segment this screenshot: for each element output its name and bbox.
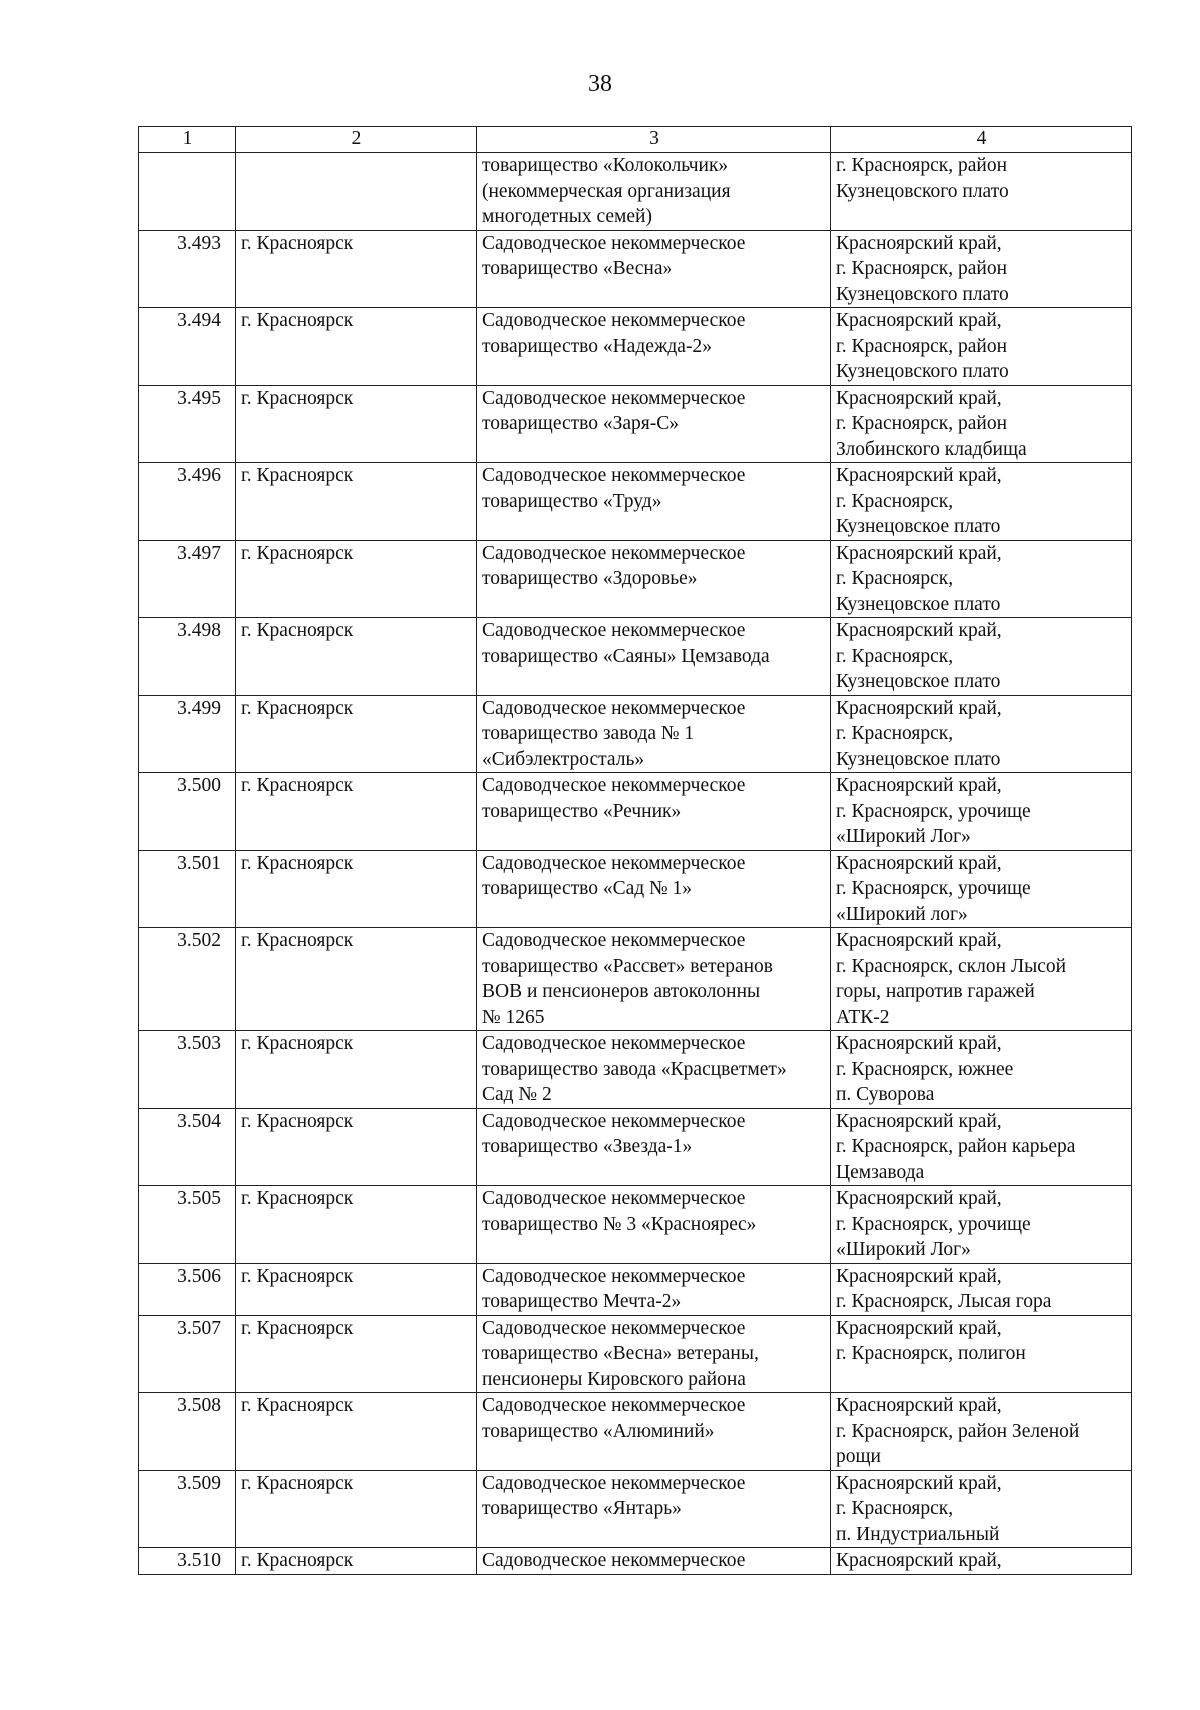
organization-name-line: товарищество завода № 1 xyxy=(482,723,695,744)
column-header-1: 1 xyxy=(139,127,236,153)
location-line: АТК-2 xyxy=(836,1006,890,1028)
organization-name-line: Садоводческое некоммерческое xyxy=(482,775,746,796)
organization-name-line: Садоводческое некоммерческое xyxy=(482,542,746,564)
location-line: Красноярский край, xyxy=(836,697,1002,719)
location-line: рощи xyxy=(836,1446,881,1467)
row-number-cell: 3.499 xyxy=(139,695,236,773)
row-number-cell: 3.495 xyxy=(139,385,236,463)
location-line: г. Красноярск, склон Лысой xyxy=(836,955,1067,977)
location-line: Красноярский край, xyxy=(836,852,1002,874)
location-line: Красноярский край, xyxy=(836,1317,1002,1339)
location-cell xyxy=(831,1031,1132,1109)
organization-name-line: Садоводческое некоммерческое xyxy=(482,697,746,719)
organization-name-cell xyxy=(477,1108,831,1186)
organization-name-line: товарищество Мечта-2» xyxy=(482,1291,682,1312)
location-cell xyxy=(831,540,1132,618)
table-row xyxy=(139,1548,1132,1575)
organization-name-cell xyxy=(477,1548,831,1575)
location-cell xyxy=(831,463,1132,541)
location-line: г. Красноярск, район xyxy=(836,413,1008,434)
organization-name-line: товарищество завода «Красцветмет» xyxy=(482,1058,787,1080)
table-row xyxy=(139,1393,1132,1471)
location-line: Красноярский край, xyxy=(836,1110,1002,1132)
organization-name-line: товарищество «Весна» ветераны, xyxy=(482,1343,759,1364)
organization-name-line: товарищество «Алюминий» xyxy=(482,1420,715,1442)
organization-name-line: ВОВ и пенсионеров автоколонны xyxy=(482,981,761,1002)
city-cell: г. Красноярск xyxy=(236,385,477,463)
organization-name-cell xyxy=(477,928,831,1031)
table-row xyxy=(139,153,1132,231)
location-line: Кузнецовское плато xyxy=(836,593,1001,615)
organization-name-cell xyxy=(477,1031,831,1109)
city-cell: г. Красноярск xyxy=(236,695,477,773)
location-cell xyxy=(831,773,1132,851)
location-line: п. Суворова xyxy=(836,1084,935,1105)
organization-name-line: товарищество «Весна» xyxy=(482,258,673,279)
table-row xyxy=(139,618,1132,696)
location-cell xyxy=(831,618,1132,696)
location-cell xyxy=(831,1263,1132,1315)
organization-name-cell xyxy=(477,1393,831,1471)
location-line: г. Красноярск, полигон xyxy=(836,1343,1026,1364)
location-line: Злобинского кладбища xyxy=(836,438,1027,460)
row-number-cell: 3.493 xyxy=(139,230,236,308)
header-row xyxy=(139,127,1132,153)
location-line: Красноярский край, xyxy=(836,1265,1002,1287)
page-number: 38 xyxy=(588,71,612,97)
location-line: горы, напротив гаражей xyxy=(836,981,1035,1002)
table-row xyxy=(139,1470,1132,1548)
organization-name-cell xyxy=(477,1186,831,1264)
organization-name-line: товарищество «Труд» xyxy=(482,490,662,512)
row-number-cell: 3.503 xyxy=(139,1031,236,1109)
location-cell xyxy=(831,1393,1132,1471)
table-row xyxy=(139,928,1132,1031)
location-line: Красноярский край, xyxy=(836,232,1002,254)
organization-name-line: (некоммерческая организация xyxy=(482,180,731,202)
row-number-cell: 3.504 xyxy=(139,1108,236,1186)
location-line: г. Красноярск, xyxy=(836,568,954,589)
city-cell: г. Красноярск xyxy=(236,618,477,696)
row-number-cell: 3.494 xyxy=(139,308,236,386)
organization-name-cell xyxy=(477,1315,831,1393)
location-line: г. Красноярск, xyxy=(836,1498,954,1519)
row-number-cell xyxy=(139,153,236,231)
organization-name-cell xyxy=(477,463,831,541)
organization-name-line: Сад № 2 xyxy=(482,1084,552,1105)
organization-name-cell xyxy=(477,153,831,231)
location-cell xyxy=(831,308,1132,386)
row-number-cell: 3.496 xyxy=(139,463,236,541)
organization-name-cell xyxy=(477,618,831,696)
city-cell: г. Красноярск xyxy=(236,230,477,308)
organization-name-line: Садоводческое некоммерческое xyxy=(482,232,746,254)
organization-name-line: Садоводческое некоммерческое xyxy=(482,1395,746,1416)
organization-name-cell xyxy=(477,385,831,463)
location-line: Кузнецовское плато xyxy=(836,748,1001,770)
column-header-4: 4 xyxy=(831,127,1132,153)
location-line: г. Красноярск, xyxy=(836,645,954,667)
location-line: Красноярский край, xyxy=(836,620,1002,641)
location-line: «Широкий лог» xyxy=(836,903,968,925)
organization-name-line: товарищество «Здоровье» xyxy=(482,568,698,589)
location-line: г. Красноярск, район карьера xyxy=(836,1136,1076,1157)
location-line: Кузнецовское плато xyxy=(836,671,1001,692)
location-line: Красноярский край, xyxy=(836,465,1002,486)
location-line: Красноярский край, xyxy=(836,542,1002,564)
table-row xyxy=(139,385,1132,463)
organization-name-line: № 1265 xyxy=(482,1006,545,1028)
location-cell xyxy=(831,850,1132,928)
location-line: г. Красноярск, урочище xyxy=(836,878,1031,899)
organization-name-line: Садоводческое некоммерческое xyxy=(482,1472,746,1494)
location-line: Красноярский край, xyxy=(836,1472,1002,1494)
location-line: Красноярский край, xyxy=(836,1033,1002,1054)
city-cell: г. Красноярск xyxy=(236,1315,477,1393)
row-number-cell: 3.510 xyxy=(139,1548,236,1575)
organization-name-line: многодетных семей) xyxy=(482,206,652,227)
city-cell: г. Красноярск xyxy=(236,773,477,851)
location-line: Красноярский край, xyxy=(836,1395,1002,1416)
table-row xyxy=(139,1186,1132,1264)
organization-name-cell xyxy=(477,773,831,851)
location-line: г. Красноярск, район xyxy=(836,258,1008,279)
table-row xyxy=(139,695,1132,773)
row-number-cell: 3.509 xyxy=(139,1470,236,1548)
location-line: Кузнецовское плато xyxy=(836,516,1001,537)
location-cell xyxy=(831,1548,1132,1575)
organization-name-cell xyxy=(477,230,831,308)
location-line: Красноярский край, xyxy=(836,1188,1002,1209)
city-cell: г. Красноярск xyxy=(236,1108,477,1186)
organization-name-cell xyxy=(477,850,831,928)
row-number-cell: 3.508 xyxy=(139,1393,236,1471)
organization-name-line: Садоводческое некоммерческое xyxy=(482,387,746,409)
organization-name-line: товарищество «Рассвет» ветеранов xyxy=(482,955,774,977)
location-line: г. Красноярск, Лысая гора xyxy=(836,1291,1052,1312)
table-row xyxy=(139,773,1132,851)
location-line: «Широкий Лог» xyxy=(836,826,971,847)
city-cell: г. Красноярск xyxy=(236,1186,477,1264)
table-row xyxy=(139,230,1132,308)
city-cell: г. Красноярск xyxy=(236,1263,477,1315)
city-cell xyxy=(236,153,477,231)
organization-name-line: товарищество «Звезда-1» xyxy=(482,1136,693,1157)
registry-table xyxy=(138,126,1132,1575)
location-line: г. Красноярск, xyxy=(836,723,954,744)
row-number-cell: 3.501 xyxy=(139,850,236,928)
organization-name-cell xyxy=(477,540,831,618)
organization-name-line: товарищество № 3 «Краснояреc» xyxy=(482,1213,757,1235)
location-line: г. Красноярск, xyxy=(836,490,954,512)
location-line: Кузнецовского плато xyxy=(836,361,1009,382)
organization-name-line: товарищество «Колокольчик» xyxy=(482,155,729,176)
organization-name-line: Садоводческое некоммерческое xyxy=(482,310,746,331)
location-line: г. Красноярск, район xyxy=(836,155,1008,176)
location-line: Цемзавода xyxy=(836,1161,925,1183)
location-line: г. Красноярск, южнее xyxy=(836,1058,1014,1080)
city-cell: г. Красноярск xyxy=(236,540,477,618)
location-cell xyxy=(831,928,1132,1031)
table-row xyxy=(139,1315,1132,1393)
table-row xyxy=(139,1108,1132,1186)
organization-name-line: Садоводческое некоммерческое xyxy=(482,1317,746,1339)
table-row xyxy=(139,1263,1132,1315)
city-cell: г. Красноярск xyxy=(236,850,477,928)
table-header xyxy=(139,127,1132,153)
organization-name-line: Садоводческое некоммерческое xyxy=(482,1188,746,1209)
row-number-cell: 3.500 xyxy=(139,773,236,851)
table-body xyxy=(139,153,1132,1575)
location-line: Кузнецовского плато xyxy=(836,180,1009,202)
organization-name-line: «Сибэлектросталь» xyxy=(482,748,645,770)
table-row xyxy=(139,1031,1132,1109)
organization-name-cell xyxy=(477,695,831,773)
location-line: г. Красноярск, урочище xyxy=(836,800,1031,822)
table-row xyxy=(139,540,1132,618)
location-line: Красноярский край, xyxy=(836,387,1002,409)
organization-name-cell xyxy=(477,1263,831,1315)
city-cell: г. Красноярск xyxy=(236,308,477,386)
location-cell xyxy=(831,1186,1132,1264)
location-cell xyxy=(831,1470,1132,1548)
organization-name-line: товарищество «Речник» xyxy=(482,800,682,822)
location-line: г. Красноярск, район xyxy=(836,335,1008,357)
organization-name-cell xyxy=(477,1470,831,1548)
organization-name-line: товарищество «Сад № 1» xyxy=(482,878,693,899)
row-number-cell: 3.506 xyxy=(139,1263,236,1315)
location-line: Кузнецовского плато xyxy=(836,283,1009,305)
location-cell xyxy=(831,385,1132,463)
location-cell xyxy=(831,153,1132,231)
city-cell: г. Красноярск xyxy=(236,928,477,1031)
row-number-cell: 3.497 xyxy=(139,540,236,618)
row-number-cell: 3.507 xyxy=(139,1315,236,1393)
city-cell: г. Красноярск xyxy=(236,1031,477,1109)
organization-name-line: товарищество «Саяны» Цемзавода xyxy=(482,645,770,667)
location-cell xyxy=(831,1108,1132,1186)
location-line: Красноярский край, xyxy=(836,310,1002,331)
row-number-cell: 3.498 xyxy=(139,618,236,696)
organization-name-line: Садоводческое некоммерческое xyxy=(482,930,746,951)
location-line: г. Красноярск, район Зеленой xyxy=(836,1420,1080,1442)
location-line: «Широкий Лог» xyxy=(836,1239,971,1260)
location-line: п. Индустриальный xyxy=(836,1523,1000,1545)
organization-name-line: Садоводческое некоммерческое xyxy=(482,1550,746,1571)
organization-name-line: Садоводческое некоммерческое xyxy=(482,1265,746,1287)
table-row xyxy=(139,850,1132,928)
row-number-cell: 3.505 xyxy=(139,1186,236,1264)
location-cell xyxy=(831,230,1132,308)
city-cell: г. Красноярск xyxy=(236,1470,477,1548)
location-line: Красноярский край, xyxy=(836,930,1002,951)
location-cell xyxy=(831,1315,1132,1393)
organization-name-line: Садоводческое некоммерческое xyxy=(482,852,746,874)
organization-name-line: товарищество «Заря-С» xyxy=(482,413,679,434)
organization-name-line: Садоводческое некоммерческое xyxy=(482,1033,746,1054)
city-cell: г. Красноярск xyxy=(236,463,477,541)
table-row xyxy=(139,308,1132,386)
location-cell xyxy=(831,695,1132,773)
location-line: Красноярский край, xyxy=(836,1550,1002,1571)
column-header-3: 3 xyxy=(477,127,831,153)
organization-name-line: Садоводческое некоммерческое xyxy=(482,465,746,486)
organization-name-cell xyxy=(477,308,831,386)
location-line: г. Красноярск, урочище xyxy=(836,1213,1031,1235)
location-line: Красноярский край, xyxy=(836,775,1002,796)
column-header-2: 2 xyxy=(236,127,477,153)
city-cell: г. Красноярск xyxy=(236,1393,477,1471)
table-row xyxy=(139,463,1132,541)
organization-name-line: Садоводческое некоммерческое xyxy=(482,1110,746,1132)
organization-name-line: товарищество «Надежда-2» xyxy=(482,335,712,357)
row-number-cell: 3.502 xyxy=(139,928,236,1031)
organization-name-line: пенсионеры Кировского района xyxy=(482,1368,746,1390)
city-cell: г. Красноярск xyxy=(236,1548,477,1575)
organization-name-line: Садоводческое некоммерческое xyxy=(482,620,746,641)
organization-name-line: товарищество «Янтарь» xyxy=(482,1498,682,1519)
